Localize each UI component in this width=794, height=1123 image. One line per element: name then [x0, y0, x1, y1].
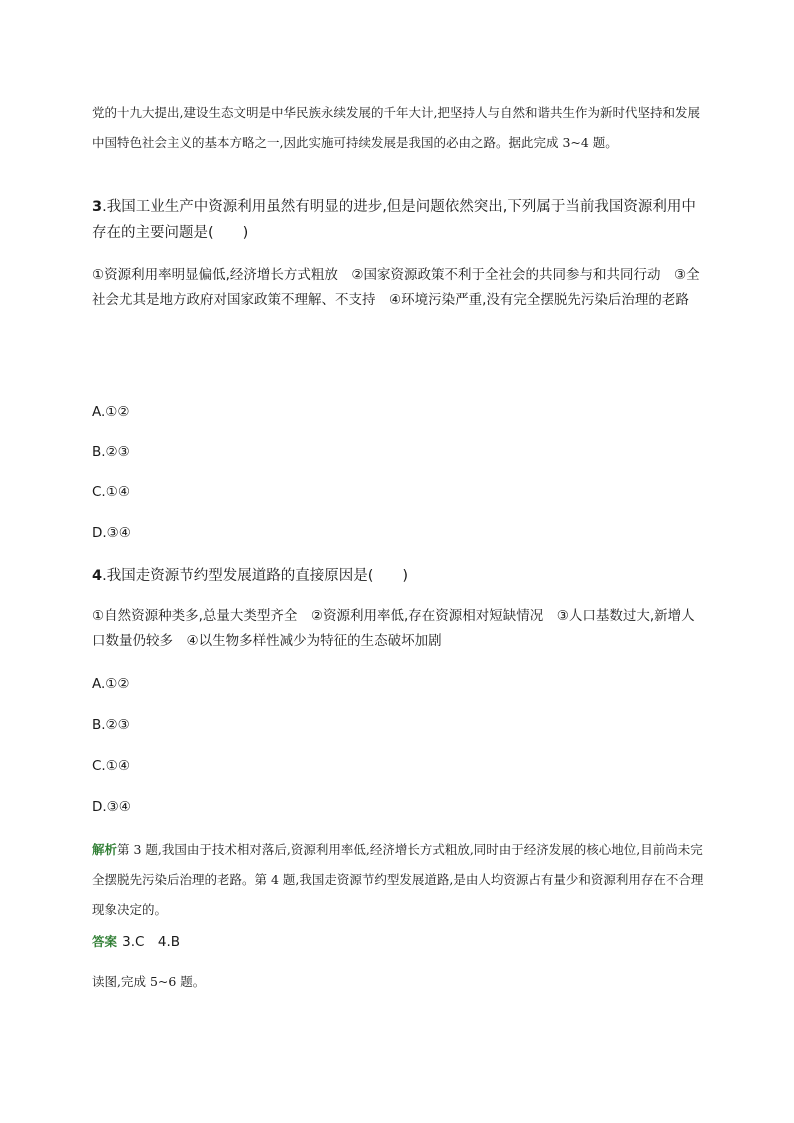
question-3-option-a[interactable]: A.①② [92, 404, 130, 420]
question-4-option-a[interactable]: A.①② [92, 676, 130, 692]
question-3-stem: 3.我国工业生产中资源利用虽然有明显的进步,但是问题依然突出,下列属于当前我国资源利用中存在的主要问题是( ) [92, 199, 696, 241]
question-3-option-c[interactable]: C.①④ [92, 484, 130, 500]
question-4-option-b[interactable]: B.②③ [92, 717, 130, 733]
question-4-stem: 4.我国走资源节约型发展道路的直接原因是( ) [92, 568, 409, 584]
analysis-section [92, 835, 707, 925]
question-3-statements: ①资源利用率明显偏低,经济增长方式粗放 ②国家资源政策不利于全社会的共同参与和共同行动 ③全社会尤其是地方政府对国家政策不理解、不支持 ④环境污染严重,没有完全摆脱先污染后治理的老路 [92, 267, 700, 308]
question-4-statements: ①自然资源种类多,总量大类型齐全 ②资源利用率低,存在资源相对短缺情况 ③人口基数过大,新增人口数量仍较多 ④以生物多样性减少为特征的生态破坏加剧 [92, 608, 695, 649]
question-3-number: 3 [92, 199, 103, 215]
answer-section [92, 930, 707, 950]
question-4-option-d[interactable]: D.③④ [92, 799, 131, 815]
next-question-prompt: 读图,完成 5~6 题。 [92, 974, 206, 989]
analysis-text: 第 3 题,我国由于技术相对落后,资源利用率低,经济增长方式粗放,同时由于经济发展的核心地位,目前尚未完全摆脱先污染后治理的老路。第 4 题,我国走资源节约型发展道路,是由人均资源占有量少和资源利用存在不合理现象决定的。 [92, 842, 704, 917]
answer-label: 答案 [92, 934, 118, 949]
question-3-option-b[interactable]: B.②③ [92, 444, 130, 460]
analysis-label: 解析 [92, 842, 118, 857]
question-4-number: 4 [92, 568, 103, 584]
answer-text: 3.C 4.B [122, 934, 181, 950]
intro-paragraph: 党的十九大提出,建设生态文明是中华民族永续发展的千年大计,把坚持人与自然和谐共生作为新时代坚持和发展中国特色社会主义的基本方略之一,因此实施可持续发展是我国的必由之路。据此完成 3~4 题。 [92, 105, 700, 150]
question-3-option-d[interactable]: D.③④ [92, 525, 131, 541]
question-4-option-c[interactable]: C.①④ [92, 758, 130, 774]
